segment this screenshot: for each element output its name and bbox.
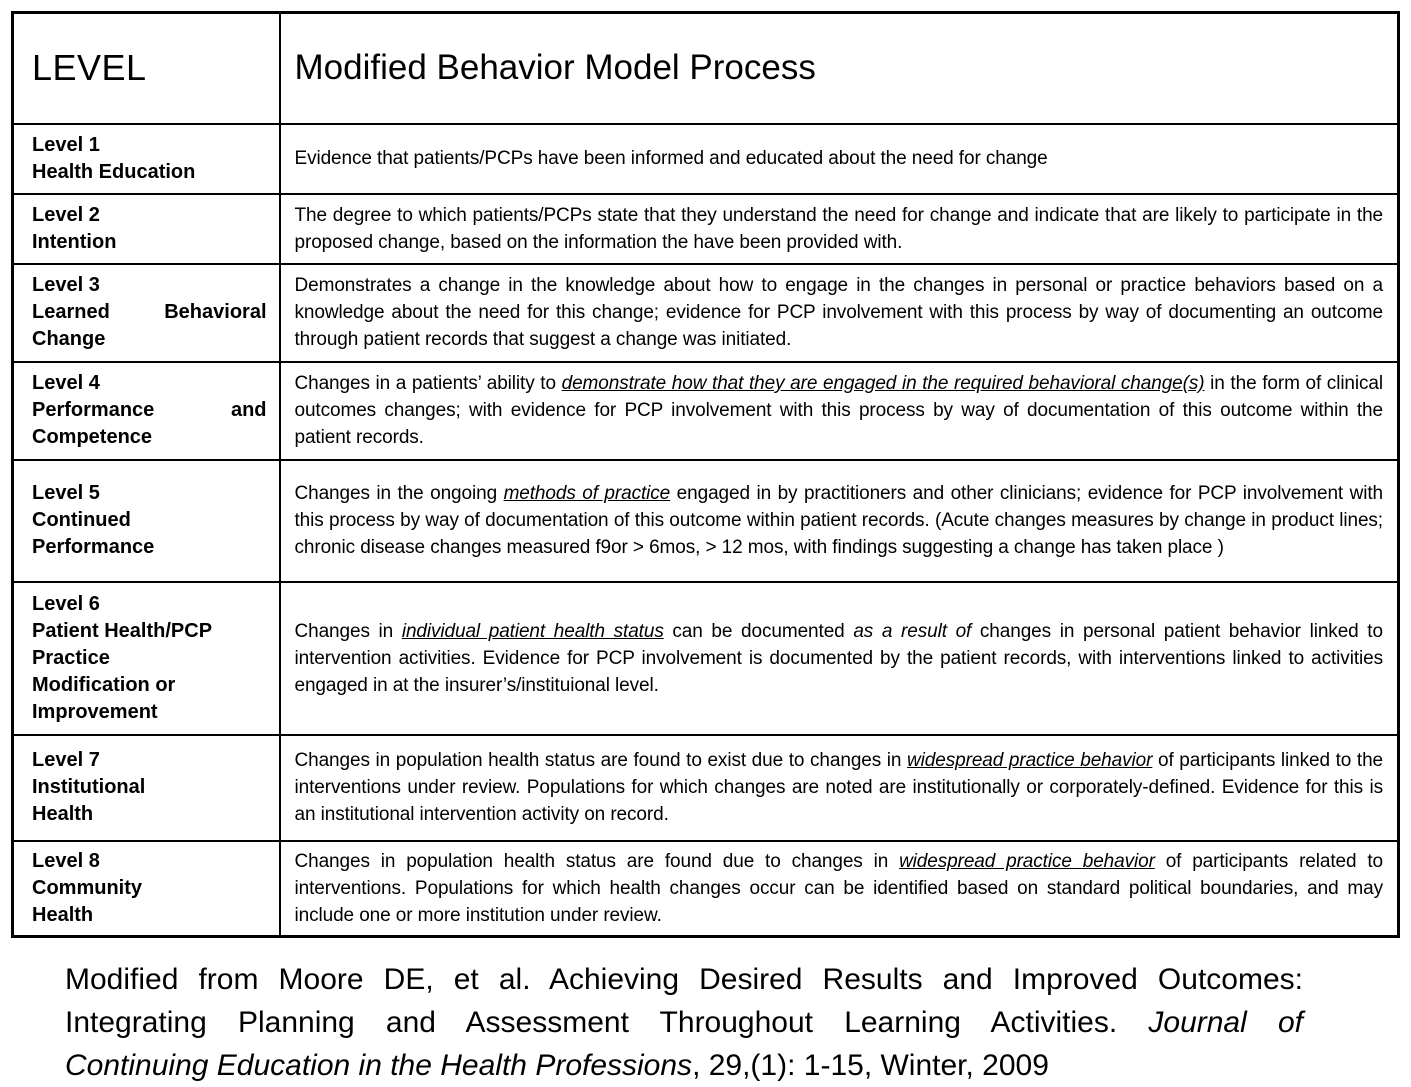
level-label-line: Improvement <box>32 700 158 723</box>
citation-text-segment: Integrating Planning and Assessment Throughout Learning Activities. <box>65 1006 1149 1039</box>
level-label-line: Competence <box>32 426 153 448</box>
table-body <box>13 124 1399 937</box>
process-cell <box>280 582 1399 735</box>
level-label-line: Health <box>32 903 94 926</box>
citation-line <box>65 958 1303 1001</box>
level-label-line: Continued <box>32 509 131 531</box>
process-text-segment: Changes in population health status are found due to changes in <box>294 850 900 872</box>
level-label-line: Level 4 <box>32 372 100 394</box>
process-text-segment: can be documented <box>663 620 854 642</box>
process-text-segment: Changes in <box>294 620 402 642</box>
process-text-segment: changes in personal patient behavior linked to intervention activities. Evidence for PCP involvement is documented by the patient records, with interventions linked to activities engaged in at the insurer’s/instituional level. <box>294 620 1383 696</box>
process-cell <box>280 362 1399 460</box>
citation-text-segment: Journal of <box>1148 1006 1303 1039</box>
level-cell <box>13 194 280 264</box>
level-cell <box>13 582 280 735</box>
table-row <box>13 264 1399 362</box>
process-cell <box>280 841 1399 937</box>
process-text-segment: Changes in population health status are found to exist due to changes in <box>294 750 908 771</box>
level-label-line: Level 2 <box>32 203 100 226</box>
level-label-line: Level 7 <box>32 749 100 771</box>
table-row <box>13 124 1399 194</box>
process-text-segment: individual patient health status <box>401 620 664 642</box>
level-label-line: Level 8 <box>32 849 100 872</box>
level-label-line: Change <box>32 328 106 350</box>
citation-text-segment: , 29,(1): 1-15, Winter, 2009 <box>692 1049 1049 1082</box>
table-row <box>13 362 1399 460</box>
table-row <box>13 460 1399 582</box>
table-row <box>13 194 1399 264</box>
process-cell <box>280 460 1399 582</box>
process-cell <box>280 735 1399 841</box>
process-text-segment: methods of practice <box>503 483 671 504</box>
process-text-segment: widespread practice behavior <box>907 750 1153 771</box>
level-cell <box>13 735 280 841</box>
level-cell <box>13 362 280 460</box>
process-cell <box>280 124 1399 194</box>
level-column-header: LEVEL <box>13 13 280 124</box>
process-column-header: Modified Behavior Model Process <box>280 13 1399 124</box>
level-label-line: Modification or <box>32 673 176 696</box>
level-label-line: Intention <box>32 230 117 253</box>
behavior-model-table <box>11 11 1400 938</box>
level-label-line: Performance <box>32 536 155 558</box>
level-label-line: Health Education <box>32 160 196 183</box>
level-label-line: Performance and <box>32 399 267 421</box>
level-label-line: Level 1 <box>32 133 100 156</box>
citation-line <box>65 1044 1303 1087</box>
level-label-line: Institutional <box>32 776 146 798</box>
level-label-line: Level 3 <box>32 274 100 296</box>
table-row <box>13 735 1399 841</box>
level-cell <box>13 124 280 194</box>
level-cell <box>13 264 280 362</box>
level-label-line: Learned Behavioral <box>32 301 267 323</box>
process-text-segment: of participants linked to the interventions under review. Populations for which changes are noted are institutionally or corporately-defined. Evidence for this is an institutional intervention activity on record. <box>294 750 1384 825</box>
process-text-segment: Changes in the ongoing <box>294 483 504 504</box>
process-cell <box>280 264 1399 362</box>
level-label-line: Practice <box>32 646 110 669</box>
level-label-line: Patient Health/PCP <box>32 619 213 642</box>
process-text-segment: The degree to which patients/PCPs state that they understand the need for change and indicate that are likely to participate in the proposed change, based on the information the have been provided with. <box>294 204 1383 253</box>
table-row <box>13 582 1399 735</box>
table-header-row <box>13 13 1399 124</box>
process-text-segment: Demonstrates a change in the knowledge about how to engage in the changes in personal or practice behaviors based on a knowledge about the need for this change; evidence for PCP involvement with this process by way of documenting an outcome through patient records that suggest a change was initiated. <box>294 275 1383 350</box>
level-label-line: Level 6 <box>32 592 100 615</box>
process-text-segment: as a result of <box>853 620 972 642</box>
level-label-line: Community <box>32 876 142 899</box>
process-text-segment: Evidence that patients/PCPs have been informed and educated about the need for change <box>294 148 1048 169</box>
process-text-segment: Changes in a patients’ ability to <box>294 373 562 394</box>
citation-line <box>65 1001 1303 1044</box>
process-text-segment: in the form of clinical outcomes changes; with evidence for PCP involvement with this process by way of documentation of this outcome within the patient records. <box>294 373 1384 448</box>
table-row <box>13 841 1399 937</box>
citation-text-segment: Modified from Moore DE, et al. Achieving Desired Results and Improved Outcomes: <box>65 963 1303 996</box>
level-cell <box>13 841 280 937</box>
level-cell <box>13 460 280 582</box>
process-text-segment: engaged in by practitioners and other clinicians; evidence for PCP involvement with this process by way of documentation of this outcome within patient records. (Acute changes measures by change in product lines; chronic disease changes measured f9or > 6mos, > 12 mos, with findings suggesting a change has taken place ) <box>294 483 1383 558</box>
process-cell <box>280 194 1399 264</box>
process-text-segment: demonstrate how that they are engaged in the required behavioral change(s) <box>561 373 1205 394</box>
process-text-segment: of participants related to interventions. Populations for which health changes occur can be identified based on standard political boundaries, and may include one or more institution under review. <box>294 850 1383 926</box>
level-label-line: Level 5 <box>32 482 100 504</box>
citation <box>65 958 1303 1087</box>
citation-text-segment: Continuing Education in the Health Professions <box>65 1049 693 1082</box>
level-label-line: Health <box>32 803 94 825</box>
process-text-segment: widespread practice behavior <box>899 850 1155 872</box>
